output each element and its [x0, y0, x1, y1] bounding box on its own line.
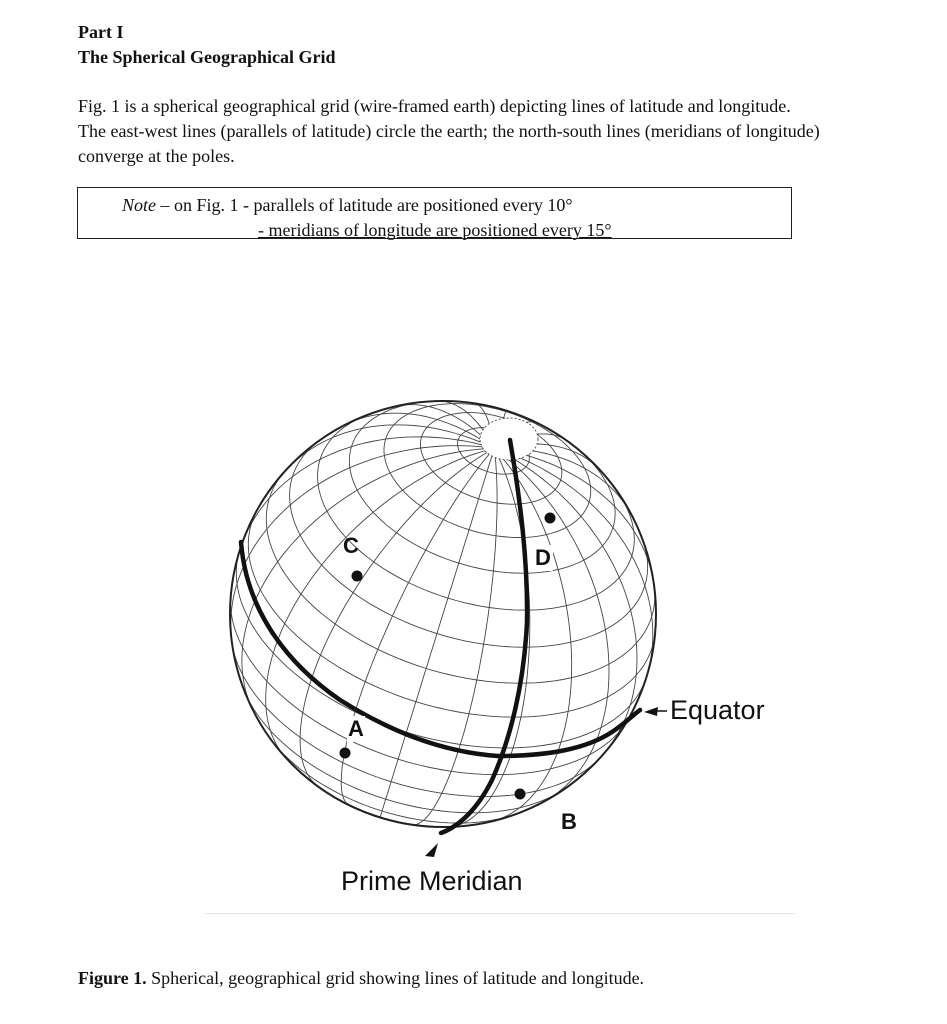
caption-text: Spherical, geographical grid showing lines of latitude and longitude.: [146, 968, 645, 988]
meridian-line: [492, 448, 571, 821]
figure-divider: [205, 913, 795, 914]
point-c-label: C: [343, 533, 359, 558]
equator-label: Equator: [670, 695, 765, 725]
intro-line-2: The east-west lines (parallels of latitude) circle the earth; the north-south lines (meridians of longitude): [78, 121, 820, 141]
prime-meridian-arrow-icon: [425, 843, 438, 857]
point-d-label: D: [535, 545, 551, 570]
note-label: Note: [122, 195, 156, 215]
intro-line-3: converge at the poles.: [78, 146, 235, 166]
parallel-line: [266, 472, 655, 684]
point-b-label: B: [561, 809, 577, 834]
section-title: The Spherical Geographical Grid: [78, 47, 336, 67]
globe-gridlines: [231, 401, 656, 827]
part-label: Part I: [78, 22, 124, 42]
meridian-line: [345, 413, 494, 448]
parallel-line: [236, 551, 646, 748]
caption-label: Figure 1.: [78, 968, 147, 988]
figure-caption: [78, 968, 644, 989]
note-longitude-text: - meridians of longitude are positioned every 15°: [258, 220, 612, 240]
meridian-line: [380, 448, 494, 817]
point-d-dot: [545, 513, 556, 524]
meridian-line: [413, 448, 497, 824]
meridian-line: [240, 437, 495, 551]
parallel-line: [233, 649, 597, 797]
point-b-dot: [515, 789, 526, 800]
prime-meridian-label: Prime Meridian: [341, 866, 523, 896]
note-latitude-text: – on Fig. 1 - parallels of latitude are positioned every 10°: [156, 195, 573, 215]
equator-arrow-icon: [644, 707, 658, 716]
point-c-dot: [352, 571, 363, 582]
parallel-line: [318, 415, 635, 610]
point-a-dot: [340, 748, 351, 759]
meridian-line: [300, 448, 494, 786]
meridian-line: [231, 446, 495, 637]
point-a-label: A: [348, 716, 364, 741]
intro-line-1: Fig. 1 is a spherical geographical grid (wire-framed earth) depicting lines of latitude and longitude.: [78, 96, 791, 116]
meridian-line: [285, 425, 495, 472]
